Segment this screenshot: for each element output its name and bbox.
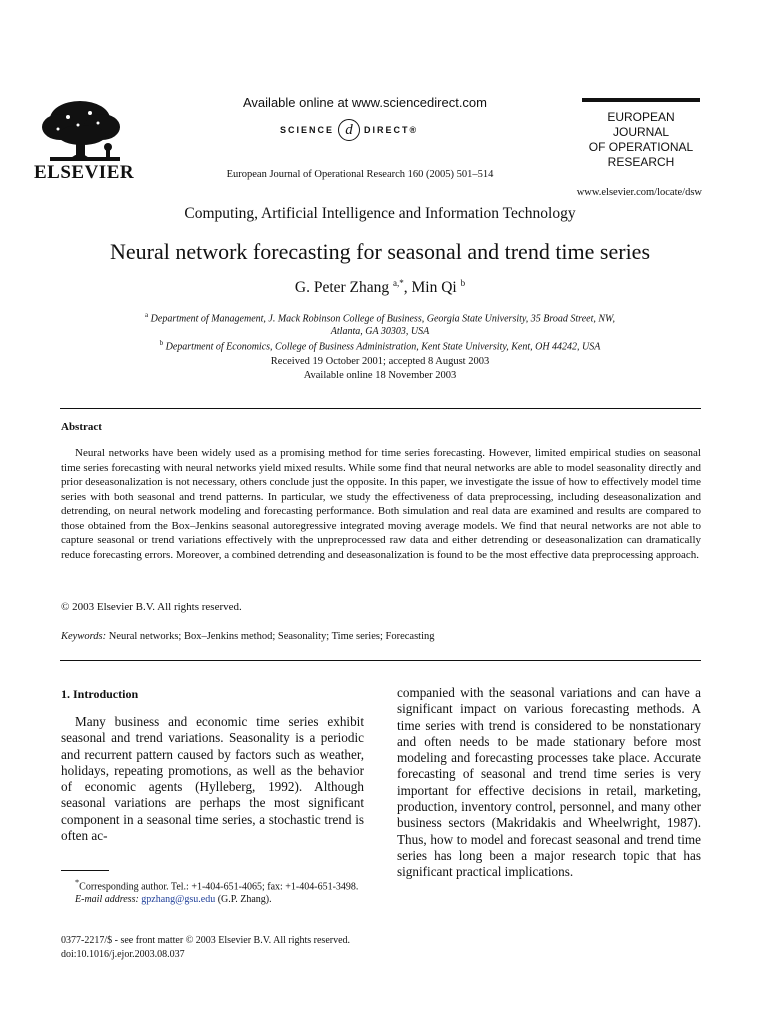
affiliation-b-text: Department of Economics, College of Business Administration, Kent State University, Kent, OH 44242, USA	[165, 341, 601, 353]
sciencedirect-logo	[280, 118, 460, 142]
author-1-sup: a,*	[393, 278, 404, 288]
left-column	[61, 714, 364, 844]
sciencedirect-d-icon: d	[338, 119, 360, 141]
email-link[interactable]: gpzhang@gsu.edu	[141, 894, 216, 906]
journal-title-line3: OF OPERATIONAL	[588, 140, 694, 154]
bottom-info	[61, 934, 461, 961]
issn-line: 0377-2217/$ - see front matter © 2003 Elsevier B.V. All rights reserved.	[61, 935, 351, 946]
author-2-sup: b	[460, 278, 466, 288]
affiliation-b-sup: b	[159, 339, 164, 347]
footnote-corresponding-text: Corresponding author. Tel.: +1-404-651-4065; fax: +1-404-651-3498.	[79, 881, 359, 893]
affiliation-a-line1: Department of Management, J. Mack Robinson College of Business, Georgia State University, 35 Broad Street, NW,	[150, 313, 615, 325]
publisher-logo-text: ELSEVIER	[34, 162, 135, 183]
affiliation-b	[70, 337, 690, 353]
affiliation-a-line2: Atlanta, GA 30303, USA	[330, 326, 430, 338]
email-label: E-mail address:	[75, 894, 139, 906]
abstract-text: Neural networks have been widely used as a promising method for time series forecasting. However, limited empirical studies on seasonal time series forecasting with neural networks yield mixed results. While some find that neural networks are able to model seasonality directly and prior deseasonalization is not necessary, others conclude just the opposite. In this paper, we investigate the issue of how to effectively model time series with both seasonal and trend patterns. In particular, we study the effectiveness of data preprocessing, including deseasonalization and detrending, on neural network modeling and forecasting performance. Both simulation and real data are examined and results are compared to those obtained from the Box–Jenkins seasonal autoregressive integrated moving average models. We find that neural networks are not able to capture seasonal or trend variations effectively with the unpreprocessed raw data and either detrending or deseasonalization can dramatically reduce forecasting errors. Moreover, a combined detrending and deseasonalization is found to be the most effective data preprocessing approach.	[61, 447, 701, 561]
journal-title-bar	[582, 98, 700, 102]
section-heading: Computing, Artificial Intelligence and Information Technology	[184, 205, 576, 222]
keywords-label: Keywords:	[61, 631, 107, 642]
sciencedirect-right: DIRECT®	[364, 125, 419, 135]
footnote-rule	[61, 870, 109, 871]
journal-citation: European Journal of Operational Research 160 (2005) 501–514	[226, 169, 494, 180]
keywords	[61, 631, 701, 642]
received-date: Received 19 October 2001; accepted 8 August 2003	[270, 356, 490, 367]
journal-url[interactable]: www.elsevier.com/locate/dsw	[576, 187, 702, 198]
article-title: Neural network forecasting for seasonal and trend time series	[109, 239, 651, 264]
article-dates	[60, 355, 700, 383]
abstract-bottom-rule	[60, 660, 701, 661]
journal-title	[578, 110, 704, 170]
tree-icon	[30, 97, 162, 167]
doi-line[interactable]: doi:10.1016/j.ejor.2003.08.037	[61, 948, 185, 960]
abstract-copyright: © 2003 Elsevier B.V. All rights reserved.	[61, 601, 242, 613]
right-column-text: companied with the seasonal variations and can have a significant impact on various forecasting methods. A time series with trend is considered to be nonstationary and often needs to be made stationary before most modeling and forecasting processes take place. Accurate forecasting of seasonal and trend time series is very important for effective decisions in retail, marketing, production, inventory control, personnel, and many other business sectors (Makridakis and Wheelwright, 1987). Thus, how to model and forecast seasonal and trend time series has long been a major research topic that has significant practical implications.	[397, 685, 701, 880]
abstract-heading: Abstract	[61, 421, 102, 433]
email-suffix: (G.P. Zhang).	[217, 894, 272, 906]
author-line	[60, 278, 700, 297]
abstract-top-rule	[60, 408, 701, 409]
available-online-text: Available online at www.sciencedirect.com	[243, 95, 487, 110]
journal-title-line1: EUROPEAN	[607, 110, 675, 124]
author-2: Min Qi	[411, 279, 457, 297]
journal-title-line4: RESEARCH	[607, 155, 675, 169]
journal-title-line2: JOURNAL	[612, 125, 669, 139]
left-column-text: Many business and economic time series exhibit seasonal and trend variations. Seasonality is a periodic and recurrent pattern caused by factors such as weather, holidays, repeating promotions, as well as the behavior of economic agents (Hylleberg, 1992). Although seasonal variations are perhaps the most significant component in a seasonal time series, a stochastic trend is often ac-	[61, 714, 364, 844]
affiliation-a	[70, 309, 690, 338]
abstract-body	[61, 446, 701, 562]
footnote	[61, 876, 364, 906]
footnote-marker: *	[75, 878, 80, 887]
available-date: Available online 18 November 2003	[303, 370, 457, 381]
keywords-list: Neural networks; Box–Jenkins method; Seasonality; Time series; Forecasting	[108, 631, 435, 642]
section-heading-introduction: 1. Introduction	[61, 687, 139, 701]
affiliation-a-sup: a	[145, 311, 149, 319]
author-1: G. Peter Zhang	[294, 279, 390, 297]
right-column	[397, 685, 701, 881]
footnote-email-line	[61, 893, 364, 906]
footnote-corresponding	[61, 876, 364, 893]
sciencedirect-left: SCIENCE	[280, 125, 335, 135]
author-separator: ,	[403, 279, 412, 297]
